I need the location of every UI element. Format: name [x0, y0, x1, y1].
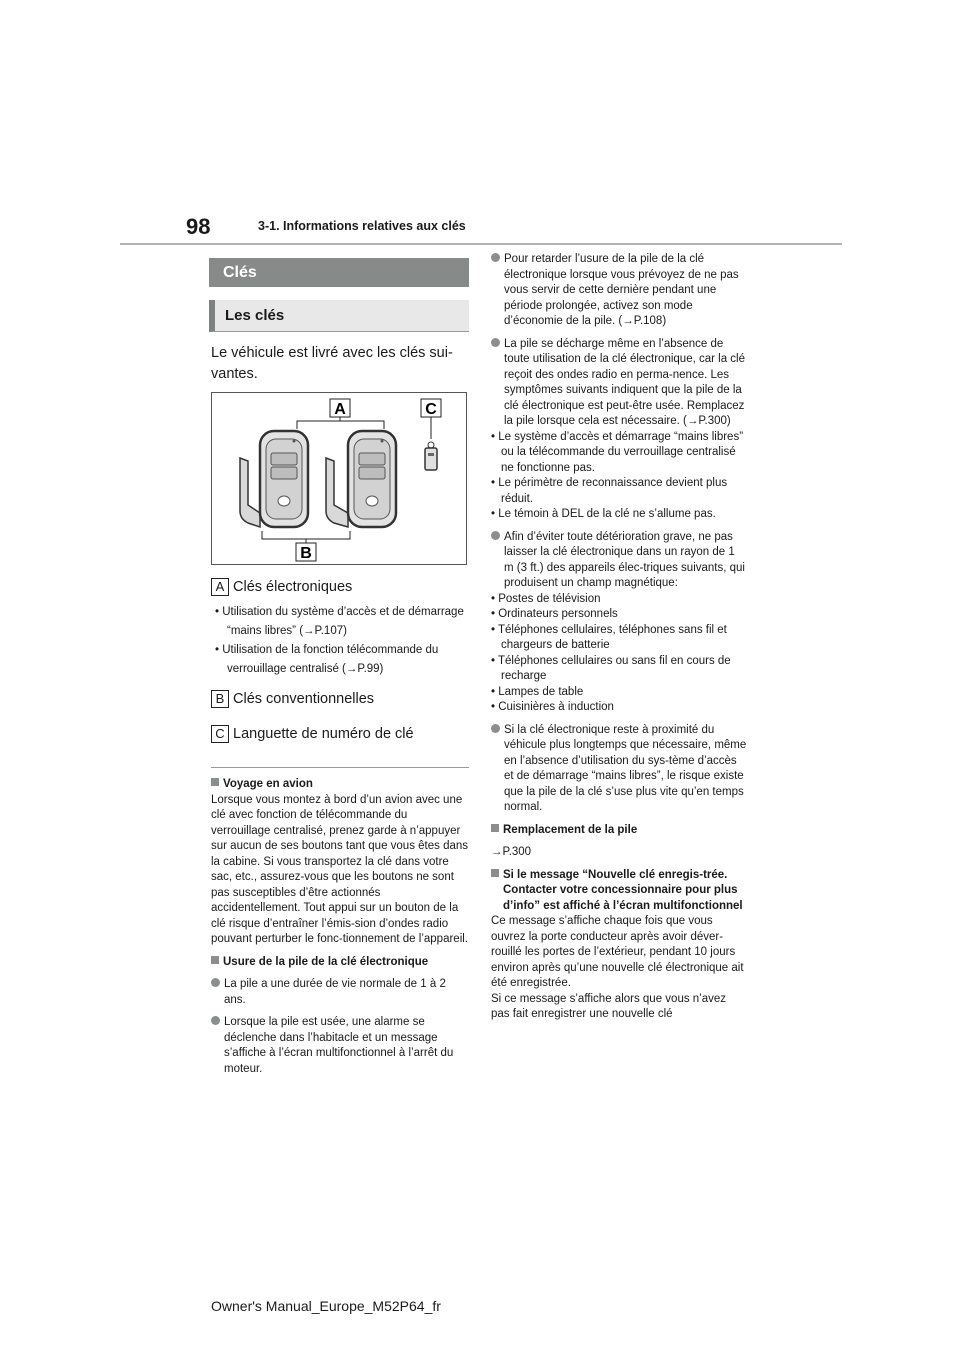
key-type-a-label: Clés électroniques — [233, 579, 353, 595]
symptom-list — [491, 430, 747, 523]
message-heading: Si le message “Nouvelle clé enregis-trée. Contacter votre concessionnaire pour plus d’info” est affiché à l’écran multifonctionnel — [491, 868, 747, 915]
list-item: • Postes de télévision — [491, 592, 601, 605]
appliance-list — [491, 592, 747, 716]
usure-heading: Usure de la pile de la clé électronique — [211, 955, 469, 971]
heading-cles: Clés — [209, 258, 469, 287]
key-type-c-label: Languette de numéro de clé — [233, 726, 414, 742]
figure-label-b: B — [300, 545, 312, 562]
list-item: Si la clé électronique reste à proximité du véhicule plus longtemps que nécessaire, même en l’absence d’utilisation du sys-tème d’accès et de démarrage “mains libres”, le risque existe que la pile de la clé s’use plus vite qu’en temps normal. — [491, 723, 747, 816]
list-item: Pour retarder l’usure de la pile de la clé électronique lorsque vous prévoyez de ne pas vous servir de cette dernière pendant une période prolongée, activez son mode d’économie de la pile. (→P.108) — [491, 252, 747, 330]
list-item: • Cuisinières à induction — [491, 701, 614, 713]
key-type-a — [211, 578, 352, 596]
section-divider — [211, 767, 469, 768]
left-column — [211, 772, 469, 1077]
list-item: La pile se décharge même en l’absence de toute utilisation de la clé électronique, car la clé reçoit des ondes radio en perma-nence. Les symptômes suivants indiquent que la pile de la clé électronique est peut-être usée. Remplacez la pile lorsque cela est nécessaire. (→P.300) — [491, 337, 747, 430]
letter-box-c: C — [211, 725, 229, 743]
keys-illustration — [211, 392, 467, 565]
letter-box-b: B — [211, 690, 229, 708]
figure-label-c: C — [425, 401, 437, 418]
key-type-b-label: Clés conventionnelles — [233, 691, 375, 707]
list-item: • Utilisation de la fonction télécommande du verrouillage centralisé (→P.99) — [215, 644, 439, 675]
list-item: • Le système d’accès et démarrage “mains libres” ou la télécommande du verrouillage centralisé ne fonctionne pas. — [491, 430, 744, 474]
list-item: Afin d’éviter toute détérioration grave, ne pas laisser la clé électronique dans un rayon de 1 m (3 ft.) des appareils élec-triques suivants, qui produisent un champ magnétique: — [491, 530, 747, 592]
list-item: Lorsque la pile est usée, une alarme se déclenche dans l’habitacle et un message s’affiche à l’écran multifonctionnel à l’arrêt du moteur. — [211, 1015, 469, 1077]
letter-box-a: A — [211, 578, 229, 596]
key-a-bullets — [215, 603, 471, 679]
remplacement-ref: →P.300 — [491, 846, 532, 858]
list-item: • Téléphones cellulaires, téléphones sans fil et chargeurs de batterie — [491, 623, 727, 651]
message-text-2: Si ce message s’affiche alors que vous n’avez pas fait enregistrer une nouvelle clé — [491, 992, 727, 1020]
key-type-c — [211, 725, 414, 743]
intro-text: Le véhicule est livré avec les clés sui-vantes. — [211, 345, 453, 382]
key-type-b — [211, 690, 374, 708]
remplacement-heading: Remplacement de la pile — [491, 823, 747, 839]
figure-label-a: A — [334, 401, 346, 418]
list-item: • Le périmètre de reconnaissance devient plus réduit. — [491, 477, 728, 505]
heading-les-cles: Les clés — [209, 300, 469, 332]
key-number-tag-icon — [425, 442, 437, 470]
right-column — [491, 252, 747, 1023]
electronic-key-1-icon — [240, 431, 308, 527]
list-item: • Le témoin à DEL de la clé ne s’allume pas. — [491, 508, 716, 520]
voyage-text: Lorsque vous montez à bord d’un avion avec une clé avec fonction de télécommande du verrouillage centralisé, prenez garde à n’appuyer sur aucun de ses boutons tant que vous êtes dans la cabine. Si vous transportez la clé dans votre sac, etc., assurez-vous que les boutons ne sont pas susceptibles d’être actionnés accidentellement. Tout appui sur un bouton de la clé risque d’entraîner l’émis-sion d’ondes radio pouvant perturber le fonc-tionnement de l’appareil. — [211, 793, 469, 945]
message-text: Ce message s’affiche chaque fois que vous ouvrez la porte conducteur après avoir déver-rouillé les portes de l’extérieur, pendant 10 jours environ après qu’une nouvelle clé électronique ait été enregistrée. — [491, 915, 744, 989]
list-item: • Lampes de table — [491, 685, 584, 698]
footer-text: Owner's Manual_Europe_M52P64_fr — [211, 1298, 441, 1314]
list-item: • Utilisation du système d’accès et de démarrage “mains libres” (→P.107) — [215, 606, 464, 637]
section-title: 3-1. Informations relatives aux clés — [258, 219, 466, 233]
voyage-heading: Voyage en avion — [211, 777, 469, 793]
header-rule — [120, 243, 842, 245]
list-item: La pile a une durée de vie normale de 1 à 2 ans. — [211, 977, 469, 1008]
page-number: 98 — [186, 214, 211, 239]
electronic-key-2-icon — [326, 431, 396, 527]
list-item: • Ordinateurs personnels — [491, 608, 618, 620]
list-item: • Téléphones cellulaires ou sans fil en cours de recharge — [491, 654, 731, 682]
